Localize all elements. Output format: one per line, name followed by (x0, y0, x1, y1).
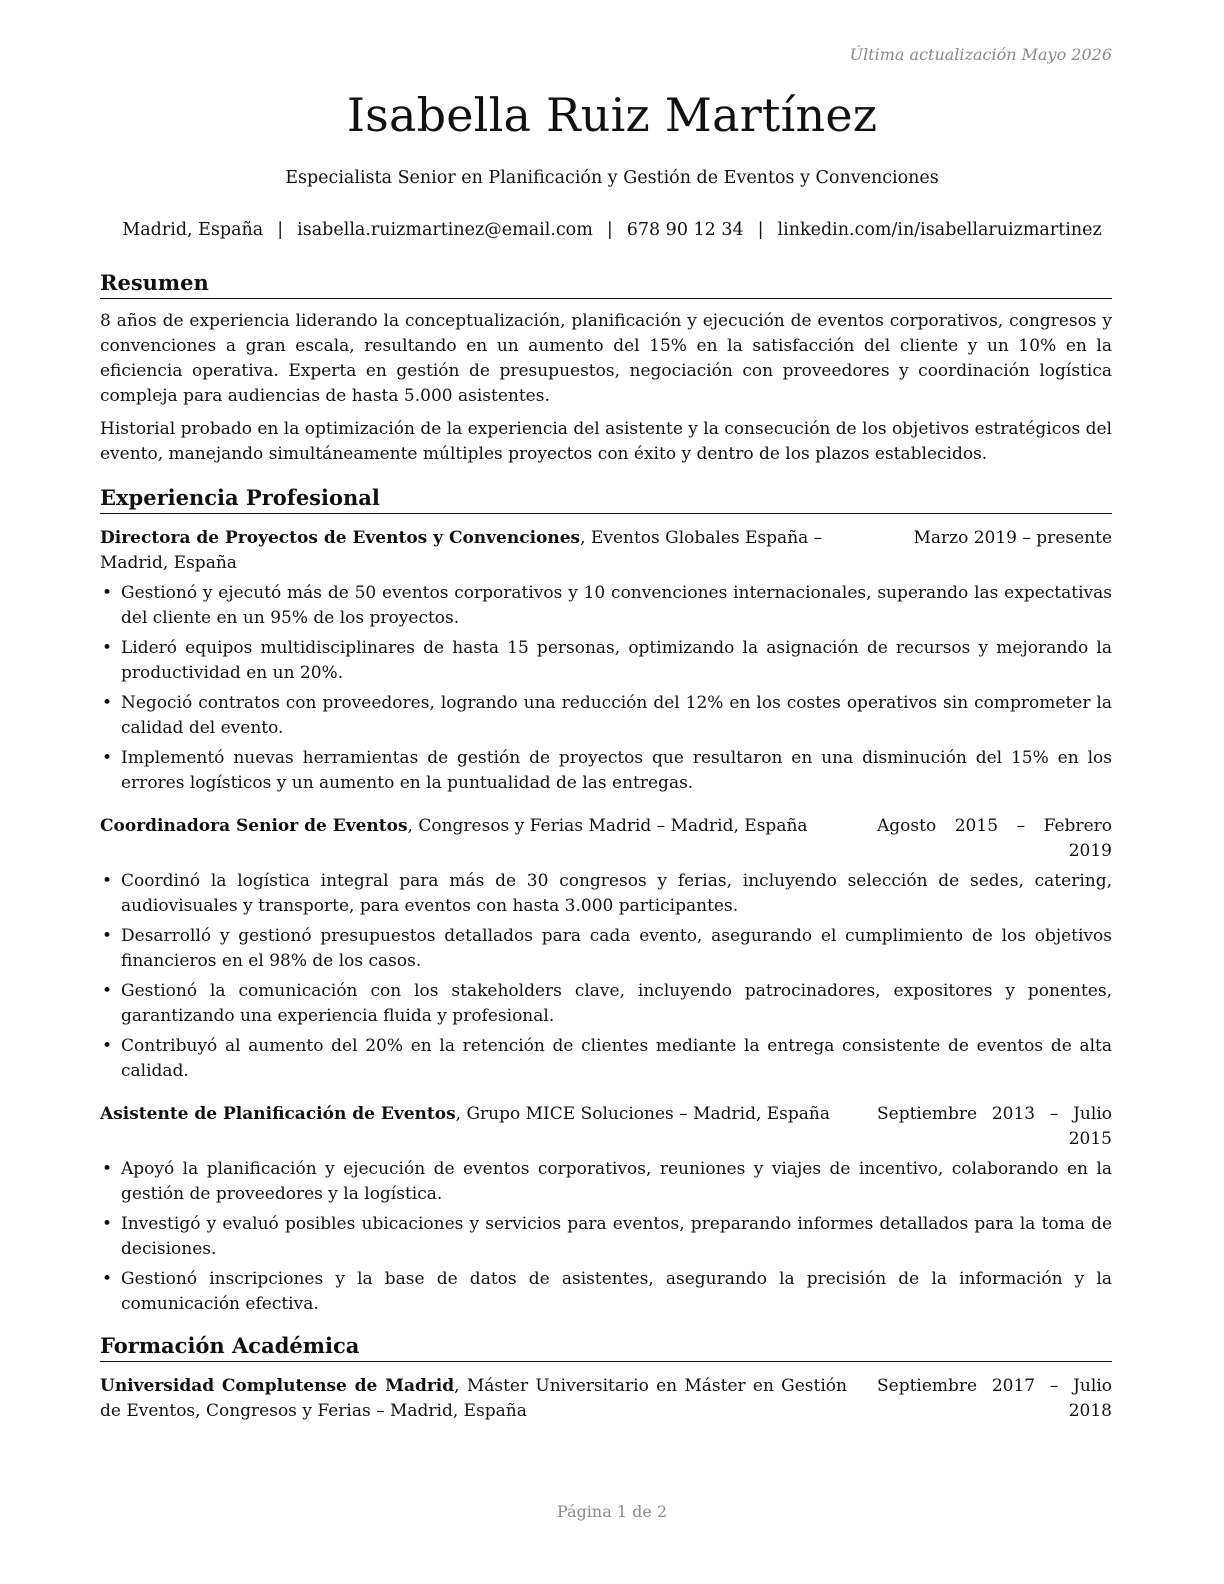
bullet-text: Lideró equipos multidisciplinares de hasta 15 personas, optimizando la asignación de recursos y mejorando la productividad en un 20%. (121, 638, 1112, 683)
job-company: , Congresos y Ferias Madrid – Madrid, España (407, 816, 808, 836)
education-entry (100, 1374, 1112, 1424)
job-company: , Eventos Globales España – Madrid, España (100, 528, 823, 573)
bullet-text: Negoció contratos con proveedores, logrando una reducción del 12% en los costes operativos sin comprometer la calidad del evento. (121, 693, 1112, 738)
job-bullets (100, 581, 1112, 796)
list-item (100, 691, 1112, 741)
list-item (100, 581, 1112, 631)
job-header (100, 1102, 1112, 1152)
contact-separator: | (757, 220, 764, 240)
candidate-name: Isabella Ruiz Martínez (346, 88, 878, 142)
contact-linkedin[interactable]: linkedin.com/in/isabellaruizmartinez (777, 220, 1102, 240)
section-title-experience: Experiencia Profesional (100, 483, 1112, 514)
list-item (100, 1157, 1112, 1207)
headline: Especialista Senior en Planificación y Gestión de Eventos y Convenciones (285, 168, 939, 188)
section-title-education: Formación Académica (100, 1331, 1112, 1362)
resume-body (100, 268, 1112, 1424)
job-title-line (100, 814, 877, 839)
job-dates: Marzo 2019 – presente (913, 528, 1112, 548)
bullet-icon: • (102, 1159, 113, 1179)
education-header (100, 1374, 1112, 1424)
job-role: Coordinadora Senior de Eventos (100, 816, 408, 836)
contact-phone: 678 90 12 34 (626, 220, 744, 240)
contact-separator: | (277, 220, 284, 240)
page-number: Página 1 de 2 (556, 1502, 668, 1521)
contact-line (0, 220, 1224, 240)
summary-paragraph: Historial probado en la optimización de la experiencia del asistente y la consecución de los objetivos estratégicos del evento, manejando simultáneamente múltiples proyectos con éxito y dentro de los plazos establecidos. (100, 419, 1112, 464)
job-entry (100, 526, 1112, 796)
bullet-icon: • (102, 583, 113, 603)
job-dates: Septiembre 2013 – Julio 2015 (877, 1104, 1112, 1149)
contact-location: Madrid, España (122, 220, 264, 240)
section-title-summary: Resumen (100, 268, 1112, 299)
education-degree: , Máster Universitario en Máster en Gestión de Eventos, Congresos y Ferias – Madrid, España (100, 1376, 847, 1421)
bullet-text: Coordinó la logística integral para más de 30 congresos y ferias, incluyendo selección de sedes, catering, audiovisuales y transporte, para eventos con hasta 3.000 participantes. (121, 871, 1112, 916)
bullet-text: Contribuyó al aumento del 20% en la retención de clientes mediante la entrega consistente de eventos de alta calidad. (121, 1036, 1112, 1081)
list-item (100, 924, 1112, 974)
bullet-icon: • (102, 1269, 113, 1289)
bullet-text: Investigó y evaluó posibles ubicaciones y servicios para eventos, preparando informes detallados para la toma de decisiones. (121, 1214, 1112, 1259)
bullet-text: Apoyó la planificación y ejecución de eventos corporativos, reuniones y viajes de incentivo, colaborando en la gestión de proveedores y la logística. (121, 1159, 1112, 1204)
job-title-line (100, 1102, 877, 1127)
job-entry (100, 814, 1112, 1084)
job-bullets (100, 869, 1112, 1084)
contact-separator: | (606, 220, 613, 240)
list-item (100, 746, 1112, 796)
bullet-icon: • (102, 693, 113, 713)
bullet-icon: • (102, 926, 113, 946)
bullet-icon: • (102, 981, 113, 1001)
job-entry (100, 1102, 1112, 1317)
bullet-icon: • (102, 1214, 113, 1234)
job-title-line (100, 526, 913, 576)
summary-paragraph: 8 años de experiencia liderando la conceptualización, planificación y ejecución de eventos corporativos, congresos y convenciones a gran escala, resultando en un aumento del 15% en la satisfacción del cliente y un 10% en la eficiencia operativa. Experta en gestión de presupuestos, negociación con proveedores y coordinación logística compleja para audiencias de hasta 5.000 asistentes. (100, 311, 1112, 406)
bullet-icon: • (102, 748, 113, 768)
list-item (100, 869, 1112, 919)
education-dates: Septiembre 2017 – Julio 2018 (877, 1376, 1112, 1421)
list-item (100, 1034, 1112, 1084)
bullet-text: Gestionó inscripciones y la base de datos de asistentes, asegurando la precisión de la información y la comunicación efectiva. (121, 1269, 1112, 1314)
job-header (100, 526, 1112, 576)
bullet-icon: • (102, 1036, 113, 1056)
list-item (100, 979, 1112, 1029)
education-title-line (100, 1374, 877, 1424)
last-updated: Última actualización Mayo 2026 (849, 45, 1112, 64)
bullet-text: Gestionó y ejecutó más de 50 eventos corporativos y 10 convenciones internacionales, superando las expectativas del cliente en un 95% de los proyectos. (121, 583, 1112, 628)
job-dates: Agosto 2015 – Febrero 2019 (877, 816, 1112, 861)
bullet-icon: • (102, 871, 113, 891)
job-bullets (100, 1157, 1112, 1317)
bullet-icon: • (102, 638, 113, 658)
job-header (100, 814, 1112, 864)
list-item (100, 636, 1112, 686)
list-item (100, 1212, 1112, 1262)
bullet-text: Implementó nuevas herramientas de gestión de proyectos que resultaron en una disminución del 15% en los errores logísticos y un aumento en la puntualidad de las entregas. (121, 748, 1112, 793)
contact-email[interactable]: isabella.ruizmartinez@email.com (297, 220, 593, 240)
education-institution: Universidad Complutense de Madrid (100, 1376, 455, 1396)
job-role: Directora de Proyectos de Eventos y Convenciones (100, 528, 581, 548)
bullet-text: Desarrolló y gestionó presupuestos detallados para cada evento, asegurando el cumplimiento de los objetivos financieros en el 98% de los casos. (121, 926, 1112, 971)
list-item (100, 1267, 1112, 1317)
bullet-text: Gestionó la comunicación con los stakeholders clave, incluyendo patrocinadores, expositores y ponentes, garantizando una experiencia fluida y profesional. (121, 981, 1112, 1026)
job-role: Asistente de Planificación de Eventos (100, 1104, 456, 1124)
job-company: , Grupo MICE Soluciones – Madrid, España (455, 1104, 830, 1124)
